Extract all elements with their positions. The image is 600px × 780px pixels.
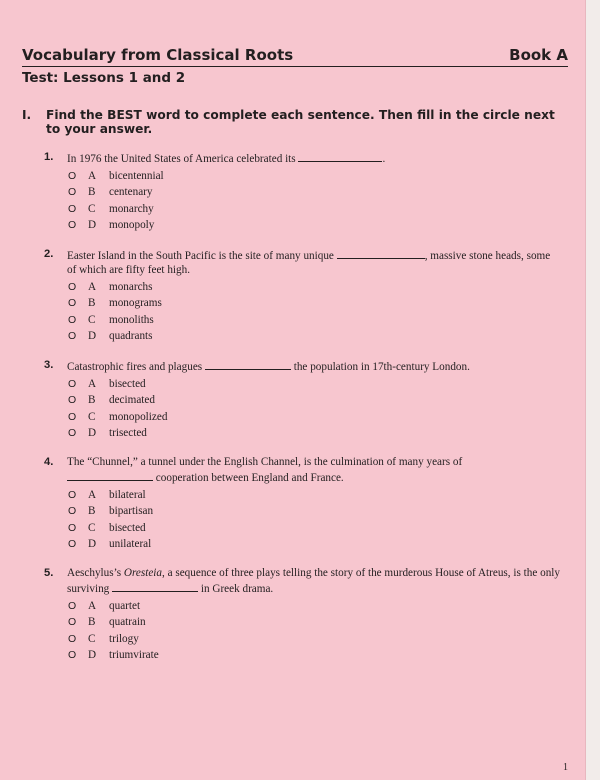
question-number: 1.: [44, 151, 54, 163]
answer-bubble[interactable]: O: [68, 218, 77, 231]
test-subtitle: Test: Lessons 1 and 2: [22, 70, 186, 86]
option-d[interactable]: [68, 218, 368, 234]
option-word: monograms: [109, 297, 162, 310]
answer-bubble[interactable]: O: [68, 329, 77, 342]
option-d[interactable]: [68, 648, 368, 664]
page-header: [22, 45, 568, 87]
option-word: monopolized: [109, 410, 168, 423]
option-word: bisected: [109, 378, 146, 390]
option-word: monarchy: [109, 202, 154, 215]
option-word: bipartisan: [109, 505, 154, 518]
option-letter: D: [88, 648, 97, 661]
stem-text: cooperation between England and France.: [153, 472, 344, 484]
option-letter: C: [88, 410, 96, 423]
answer-bubble[interactable]: O: [68, 632, 77, 645]
play-title: Oresteia: [123, 567, 162, 579]
answer-bubble[interactable]: O: [68, 281, 77, 293]
option-letter: C: [88, 313, 96, 326]
option-word: quatrain: [109, 616, 146, 629]
stem-text: the population in 17th-century London.: [290, 361, 470, 373]
option-d[interactable]: [68, 537, 368, 553]
answer-bubble[interactable]: O: [68, 537, 77, 550]
answer-blank: [337, 247, 425, 259]
option-word: monoliths: [109, 313, 154, 326]
answer-bubble[interactable]: O: [68, 186, 77, 199]
option-c[interactable]: [68, 521, 368, 537]
option-letter: B: [88, 505, 96, 518]
book-label: Book A: [509, 46, 568, 64]
option-word: bisected: [109, 521, 146, 534]
option-a[interactable]: [68, 599, 368, 615]
stem-text: The “Chunnel,” a tunnel under the English Channel, is the culmination of many years of: [67, 456, 463, 468]
section-number: I.: [22, 108, 32, 122]
answer-bubble[interactable]: O: [68, 426, 77, 439]
option-b[interactable]: [68, 504, 368, 520]
option-a[interactable]: [68, 169, 368, 185]
answer-bubble[interactable]: O: [68, 616, 77, 629]
option-word: trilogy: [109, 632, 139, 645]
stem-text: .: [382, 153, 386, 165]
header-rule: [22, 66, 568, 67]
option-word: quartet: [109, 600, 141, 612]
question-number: 4.: [44, 456, 54, 468]
answer-options: [68, 280, 368, 345]
option-d[interactable]: [68, 426, 368, 442]
option-letter: A: [88, 281, 97, 293]
answer-options: [68, 599, 368, 664]
answer-bubble[interactable]: O: [68, 313, 77, 326]
answer-blank: [112, 580, 198, 592]
option-letter: A: [88, 600, 97, 612]
option-letter: B: [88, 297, 96, 310]
option-word: centenary: [109, 186, 153, 199]
option-word: trisected: [109, 426, 147, 439]
answer-bubble[interactable]: O: [68, 505, 77, 518]
answer-blank: [298, 150, 382, 162]
page-number: 1: [563, 762, 568, 773]
option-letter: D: [88, 329, 97, 342]
option-letter: C: [88, 632, 96, 645]
answer-bubble[interactable]: O: [68, 489, 77, 501]
stem-text: Easter Island in the South Pacific is the site of many unique: [67, 250, 337, 262]
stem-text: Aeschylus’s: [67, 567, 124, 579]
answer-bubble[interactable]: O: [68, 410, 77, 423]
stem-text: In 1976 the United States of America celebrated its: [67, 153, 299, 165]
option-letter: A: [88, 489, 97, 501]
question-stem: [67, 358, 561, 374]
option-a[interactable]: [68, 280, 368, 296]
answer-blank: [205, 358, 291, 370]
stem-text: in Greek drama.: [198, 583, 274, 595]
stem-text: Catastrophic fires and plagues: [67, 361, 205, 373]
option-letter: B: [88, 394, 96, 407]
option-c[interactable]: [68, 202, 368, 218]
answer-blank: [67, 469, 153, 481]
option-word: monarchs: [109, 281, 153, 293]
option-word: bilateral: [109, 489, 146, 501]
option-b[interactable]: [68, 615, 368, 631]
answer-bubble[interactable]: O: [68, 170, 77, 182]
stem-text: , massive stone heads, some of which are fifty feet high.: [67, 250, 551, 276]
answer-options: [68, 488, 368, 553]
option-b[interactable]: [68, 296, 368, 312]
question-stem: [67, 150, 561, 166]
option-a[interactable]: [68, 377, 368, 393]
answer-bubble[interactable]: O: [68, 202, 77, 215]
answer-options: [68, 377, 368, 442]
stem-text: , a sequence of three plays telling the story of the murderous House of Atreus, is the only surviving: [67, 567, 560, 595]
option-a[interactable]: [68, 488, 368, 504]
option-word: decimated: [109, 394, 155, 407]
answer-bubble[interactable]: O: [68, 648, 77, 661]
option-c[interactable]: [68, 632, 368, 648]
option-c[interactable]: [68, 410, 368, 426]
page-title: Vocabulary from Classical Roots: [22, 46, 294, 64]
answer-options: [68, 169, 368, 234]
question-number: 3.: [44, 359, 54, 371]
answer-bubble[interactable]: O: [68, 378, 77, 390]
option-letter: D: [88, 537, 97, 550]
option-word: quadrants: [109, 329, 153, 342]
option-word: monopoly: [109, 218, 155, 231]
question-stem: [67, 455, 561, 485]
answer-bubble[interactable]: O: [68, 521, 77, 534]
question-stem: [67, 566, 561, 596]
answer-bubble[interactable]: O: [68, 297, 77, 310]
option-letter: B: [88, 186, 96, 199]
option-letter: D: [88, 218, 97, 231]
option-word: bicentennial: [109, 170, 164, 182]
option-word: triumvirate: [109, 648, 159, 661]
option-letter: A: [88, 378, 97, 390]
option-letter: B: [88, 616, 96, 629]
answer-bubble[interactable]: O: [68, 600, 77, 612]
option-letter: C: [88, 202, 96, 215]
option-b[interactable]: [68, 393, 368, 409]
answer-bubble[interactable]: O: [68, 394, 77, 407]
question-stem: [67, 247, 561, 277]
option-letter: A: [88, 170, 97, 182]
option-letter: C: [88, 521, 96, 534]
option-word: unilateral: [109, 537, 152, 550]
question-number: 2.: [44, 248, 54, 260]
section-instructions-text: Find the BEST word to complete each sentence. Then fill in the circle next to your answer.: [46, 108, 555, 136]
question-number: 5.: [44, 567, 54, 579]
option-c[interactable]: [68, 313, 368, 329]
option-letter: D: [88, 426, 97, 439]
title-row: [22, 45, 568, 65]
option-b[interactable]: [68, 185, 368, 201]
option-d[interactable]: [68, 329, 368, 345]
